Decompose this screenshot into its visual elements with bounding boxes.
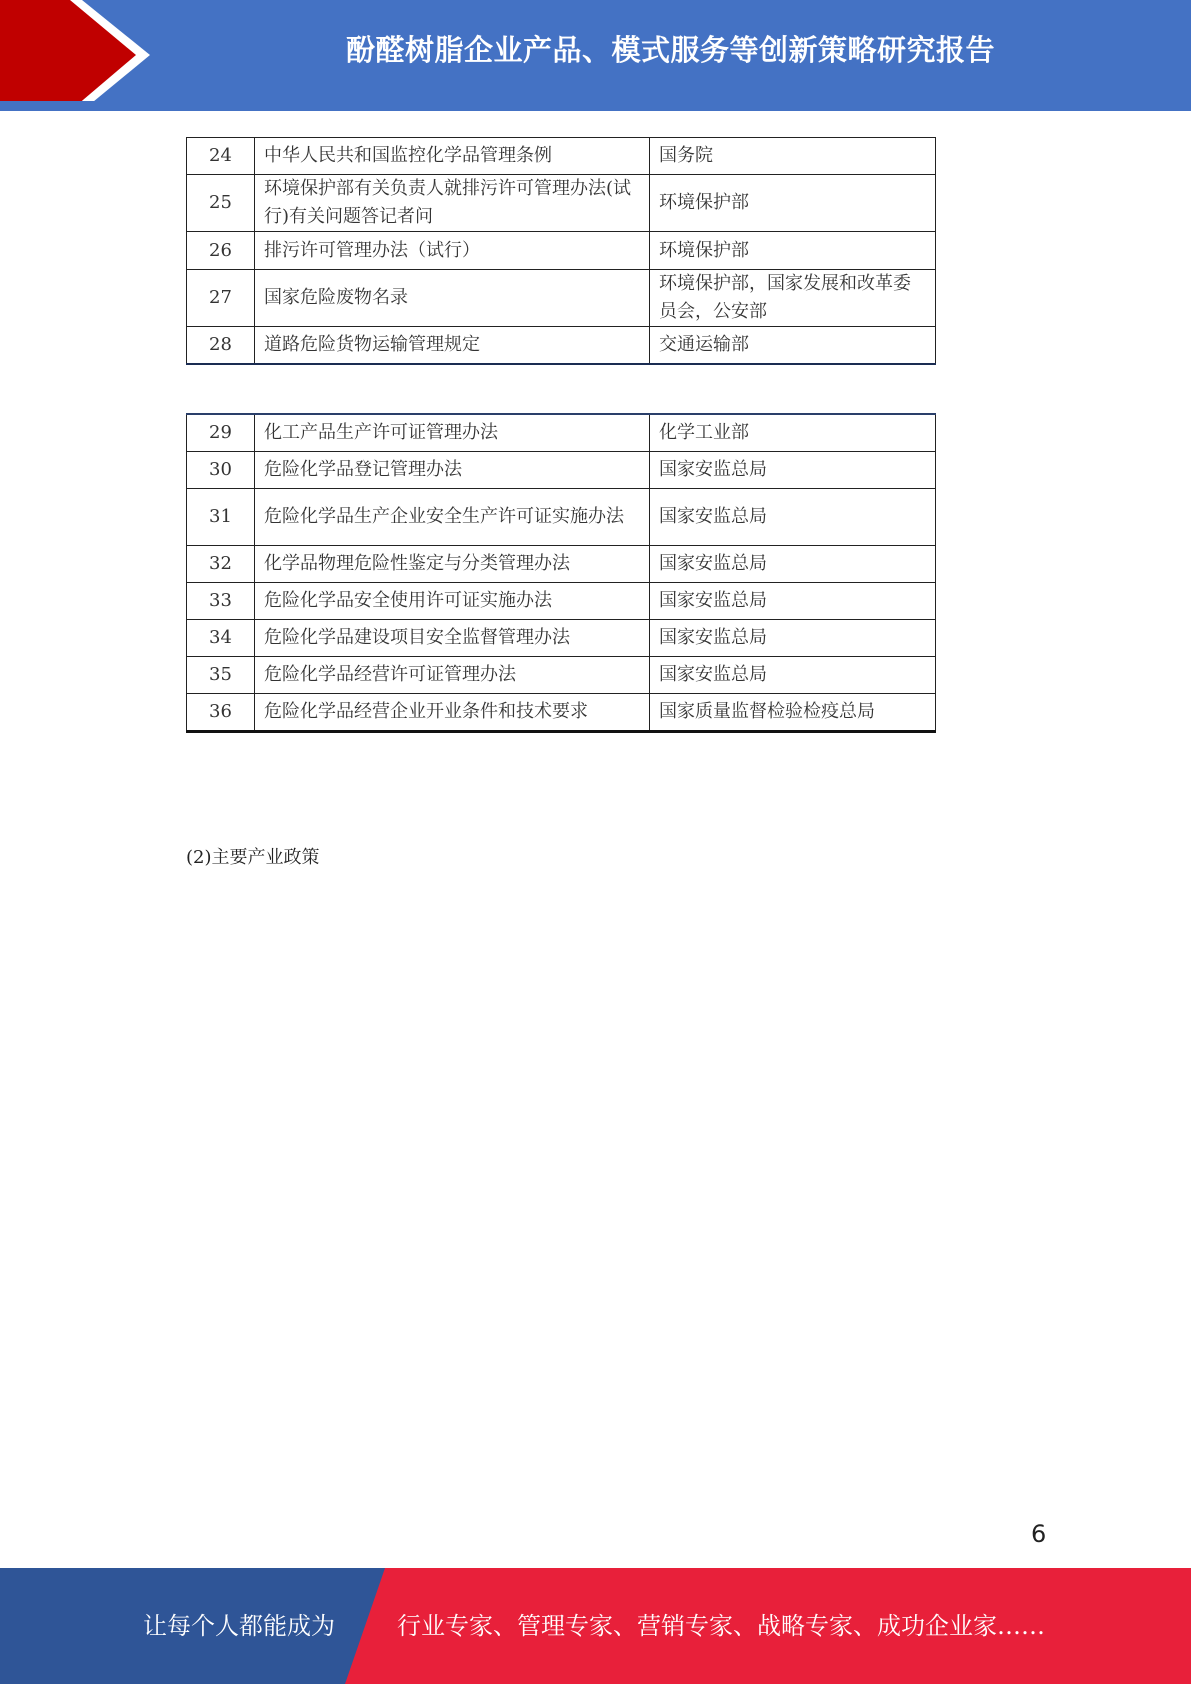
row-number: 26 [187,232,255,270]
issuing-authority: 国家安监总局 [650,656,936,693]
regulation-name: 环境保护部有关负责人就排污许可管理办法(试行)有关问题答记者问 [255,175,650,232]
row-number: 30 [187,451,255,488]
report-title: 酚醛树脂企业产品、模式服务等创新策略研究报告 [345,33,995,67]
issuing-authority: 国家质量监督检验检疫总局 [650,693,936,731]
row-number: 24 [187,138,255,175]
table-row [187,582,936,619]
regulation-name: 道路危险货物运输管理规定 [255,327,650,364]
regulation-table-part-2 [186,413,936,733]
issuing-authority: 国家安监总局 [650,619,936,656]
table-row [187,270,936,327]
row-number: 27 [187,270,255,327]
row-number: 28 [187,327,255,364]
regulation-name: 危险化学品生产企业安全生产许可证实施办法 [255,488,650,545]
regulation-name: 化工产品生产许可证管理办法 [255,414,650,451]
regulation-name: 排污许可管理办法（试行） [255,232,650,270]
footer-slogan-right: 行业专家、管理专家、营销专家、战略专家、成功企业家…… [397,1612,1045,1640]
table-row [187,619,936,656]
row-number: 34 [187,619,255,656]
regulation-name: 危险化学品登记管理办法 [255,451,650,488]
table-row [187,232,936,270]
table-row [187,488,936,545]
issuing-authority: 环境保护部，国家发展和改革委员会，公安部 [650,270,936,327]
regulation-name: 危险化学品安全使用许可证实施办法 [255,582,650,619]
regulation-name: 国家危险废物名录 [255,270,650,327]
page-header [0,0,1191,111]
issuing-authority: 化学工业部 [650,414,936,451]
regulation-name: 危险化学品经营许可证管理办法 [255,656,650,693]
table-row [187,138,936,175]
table-row [187,327,936,364]
issuing-authority: 环境保护部 [650,232,936,270]
row-number: 35 [187,656,255,693]
issuing-authority: 国家安监总局 [650,451,936,488]
regulation-table-part-1 [186,137,936,365]
row-number: 32 [187,545,255,582]
regulation-name: 危险化学品建设项目安全监督管理办法 [255,619,650,656]
row-number: 29 [187,414,255,451]
table-row [187,545,936,582]
section-heading: (2)主要产业政策 [186,847,320,868]
issuing-authority: 国务院 [650,138,936,175]
table-row [187,656,936,693]
page-number: 6 [1031,1520,1047,1548]
issuing-authority: 国家安监总局 [650,545,936,582]
row-number: 25 [187,175,255,232]
page-footer [0,1568,1191,1684]
regulation-name: 危险化学品经营企业开业条件和技术要求 [255,693,650,731]
row-number: 31 [187,488,255,545]
issuing-authority: 国家安监总局 [650,488,936,545]
row-number: 36 [187,693,255,731]
issuing-authority: 交通运输部 [650,327,936,364]
table-row [187,693,936,731]
footer-slogan-left: 让每个人都能成为 [143,1612,335,1640]
regulation-name: 中华人民共和国监控化学品管理条例 [255,138,650,175]
regulation-name: 化学品物理危险性鉴定与分类管理办法 [255,545,650,582]
issuing-authority: 国家安监总局 [650,582,936,619]
table-row [187,175,936,232]
issuing-authority: 环境保护部 [650,175,936,232]
table-row [187,451,936,488]
row-number: 33 [187,582,255,619]
table-row [187,414,936,451]
